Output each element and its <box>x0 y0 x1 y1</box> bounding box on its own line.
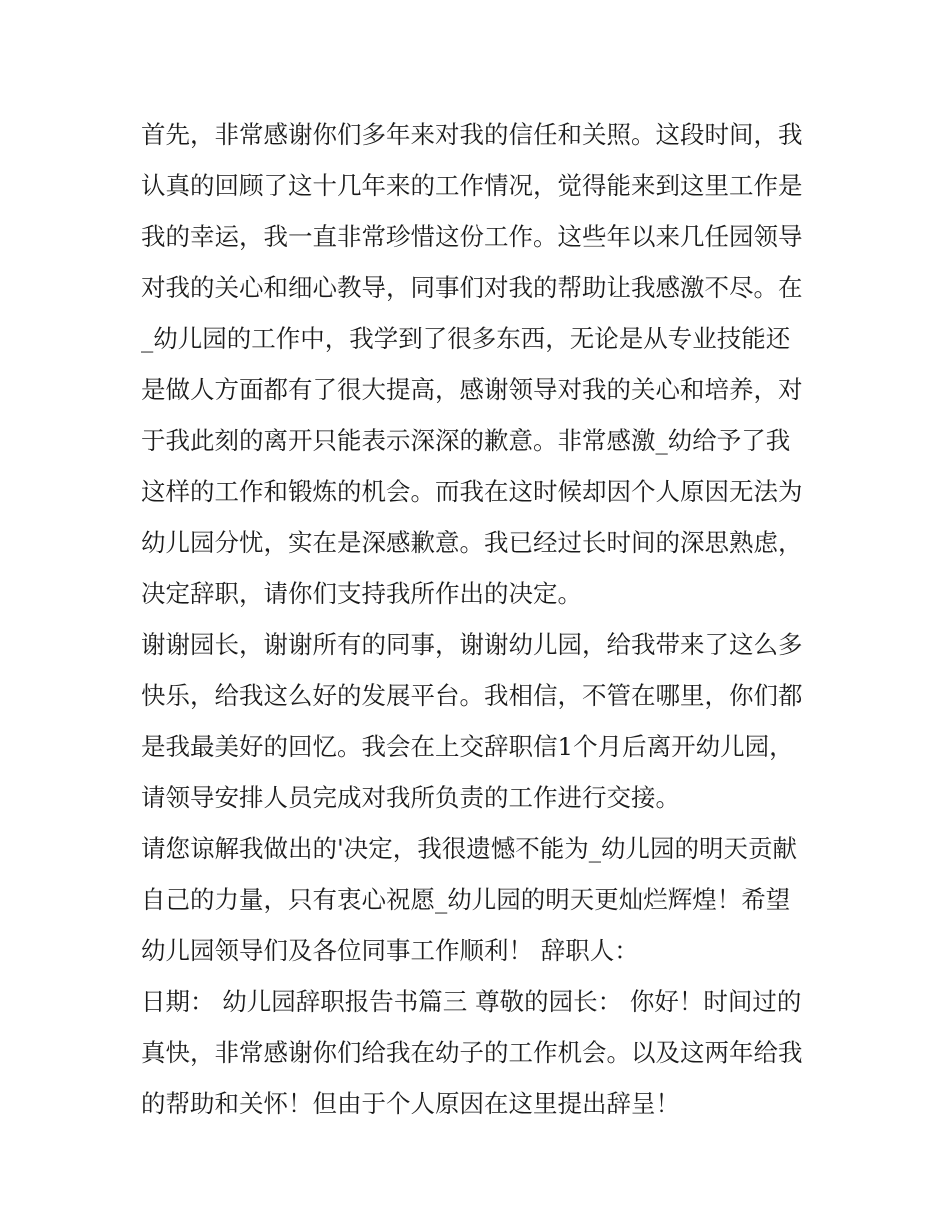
body-line: 的帮助和关怀！但由于个人原因在这里提出辞呈！ <box>141 1089 680 1118</box>
body-line: 自己的力量，只有衷心祝愿_幼儿园的明天更灿烂辉煌！希望 <box>141 885 791 914</box>
body-line: 是做人方面都有了很大提高，感谢领导对我的关心和培养，对 <box>141 375 803 404</box>
body-line: 日期： 幼儿园辞职报告书篇三 尊敬的园长： 你好！时间过的 <box>141 987 802 1016</box>
body-line: _幼儿园的工作中，我学到了很多东西，无论是从专业技能还 <box>141 324 791 353</box>
body-line: 真快，非常感谢你们给我在幼子的工作机会。以及这两年给我 <box>141 1038 803 1067</box>
body-line: 快乐，给我这么好的发展平台。我相信，不管在哪里，你们都 <box>141 681 803 710</box>
body-line: 谢谢园长，谢谢所有的同事，谢谢幼儿园，给我带来了这么多 <box>141 630 803 659</box>
body-line: 认真的回顾了这十几年来的工作情况，觉得能来到这里工作是 <box>141 171 803 200</box>
body-line: 于我此刻的离开只能表示深深的歉意。非常感激_幼给予了我 <box>141 426 791 455</box>
body-line: 是我最美好的回忆。我会在上交辞职信1个月后离开幼儿园， <box>141 732 794 761</box>
body-line: 对我的关心和细心教导，同事们对我的帮助让我感激不尽。在 <box>141 273 803 302</box>
body-line: 请领导安排人员完成对我所负责的工作进行交接。 <box>141 783 680 812</box>
body-line: 我的幸运，我一直非常珍惜这份工作。这些年以来几任园领导 <box>141 222 803 251</box>
body-line: 首先，非常感谢你们多年来对我的信任和关照。这段时间，我 <box>141 120 803 149</box>
document-body <box>141 109 821 1129</box>
body-line: 决定辞职，请你们支持我所作出的决定。 <box>141 579 582 608</box>
body-line: 请您谅解我做出的'决定，我很遗憾不能为_幼儿园的明天贡献 <box>141 834 797 863</box>
body-line: 幼儿园领导们及各位同事工作顺利！ 辞职人： <box>141 936 639 965</box>
body-line: 这样的工作和锻炼的机会。而我在这时候却因个人原因无法为 <box>141 477 803 506</box>
body-line: 幼儿园分忧，实在是深感歉意。我已经过长时间的深思熟虑， <box>141 528 803 557</box>
